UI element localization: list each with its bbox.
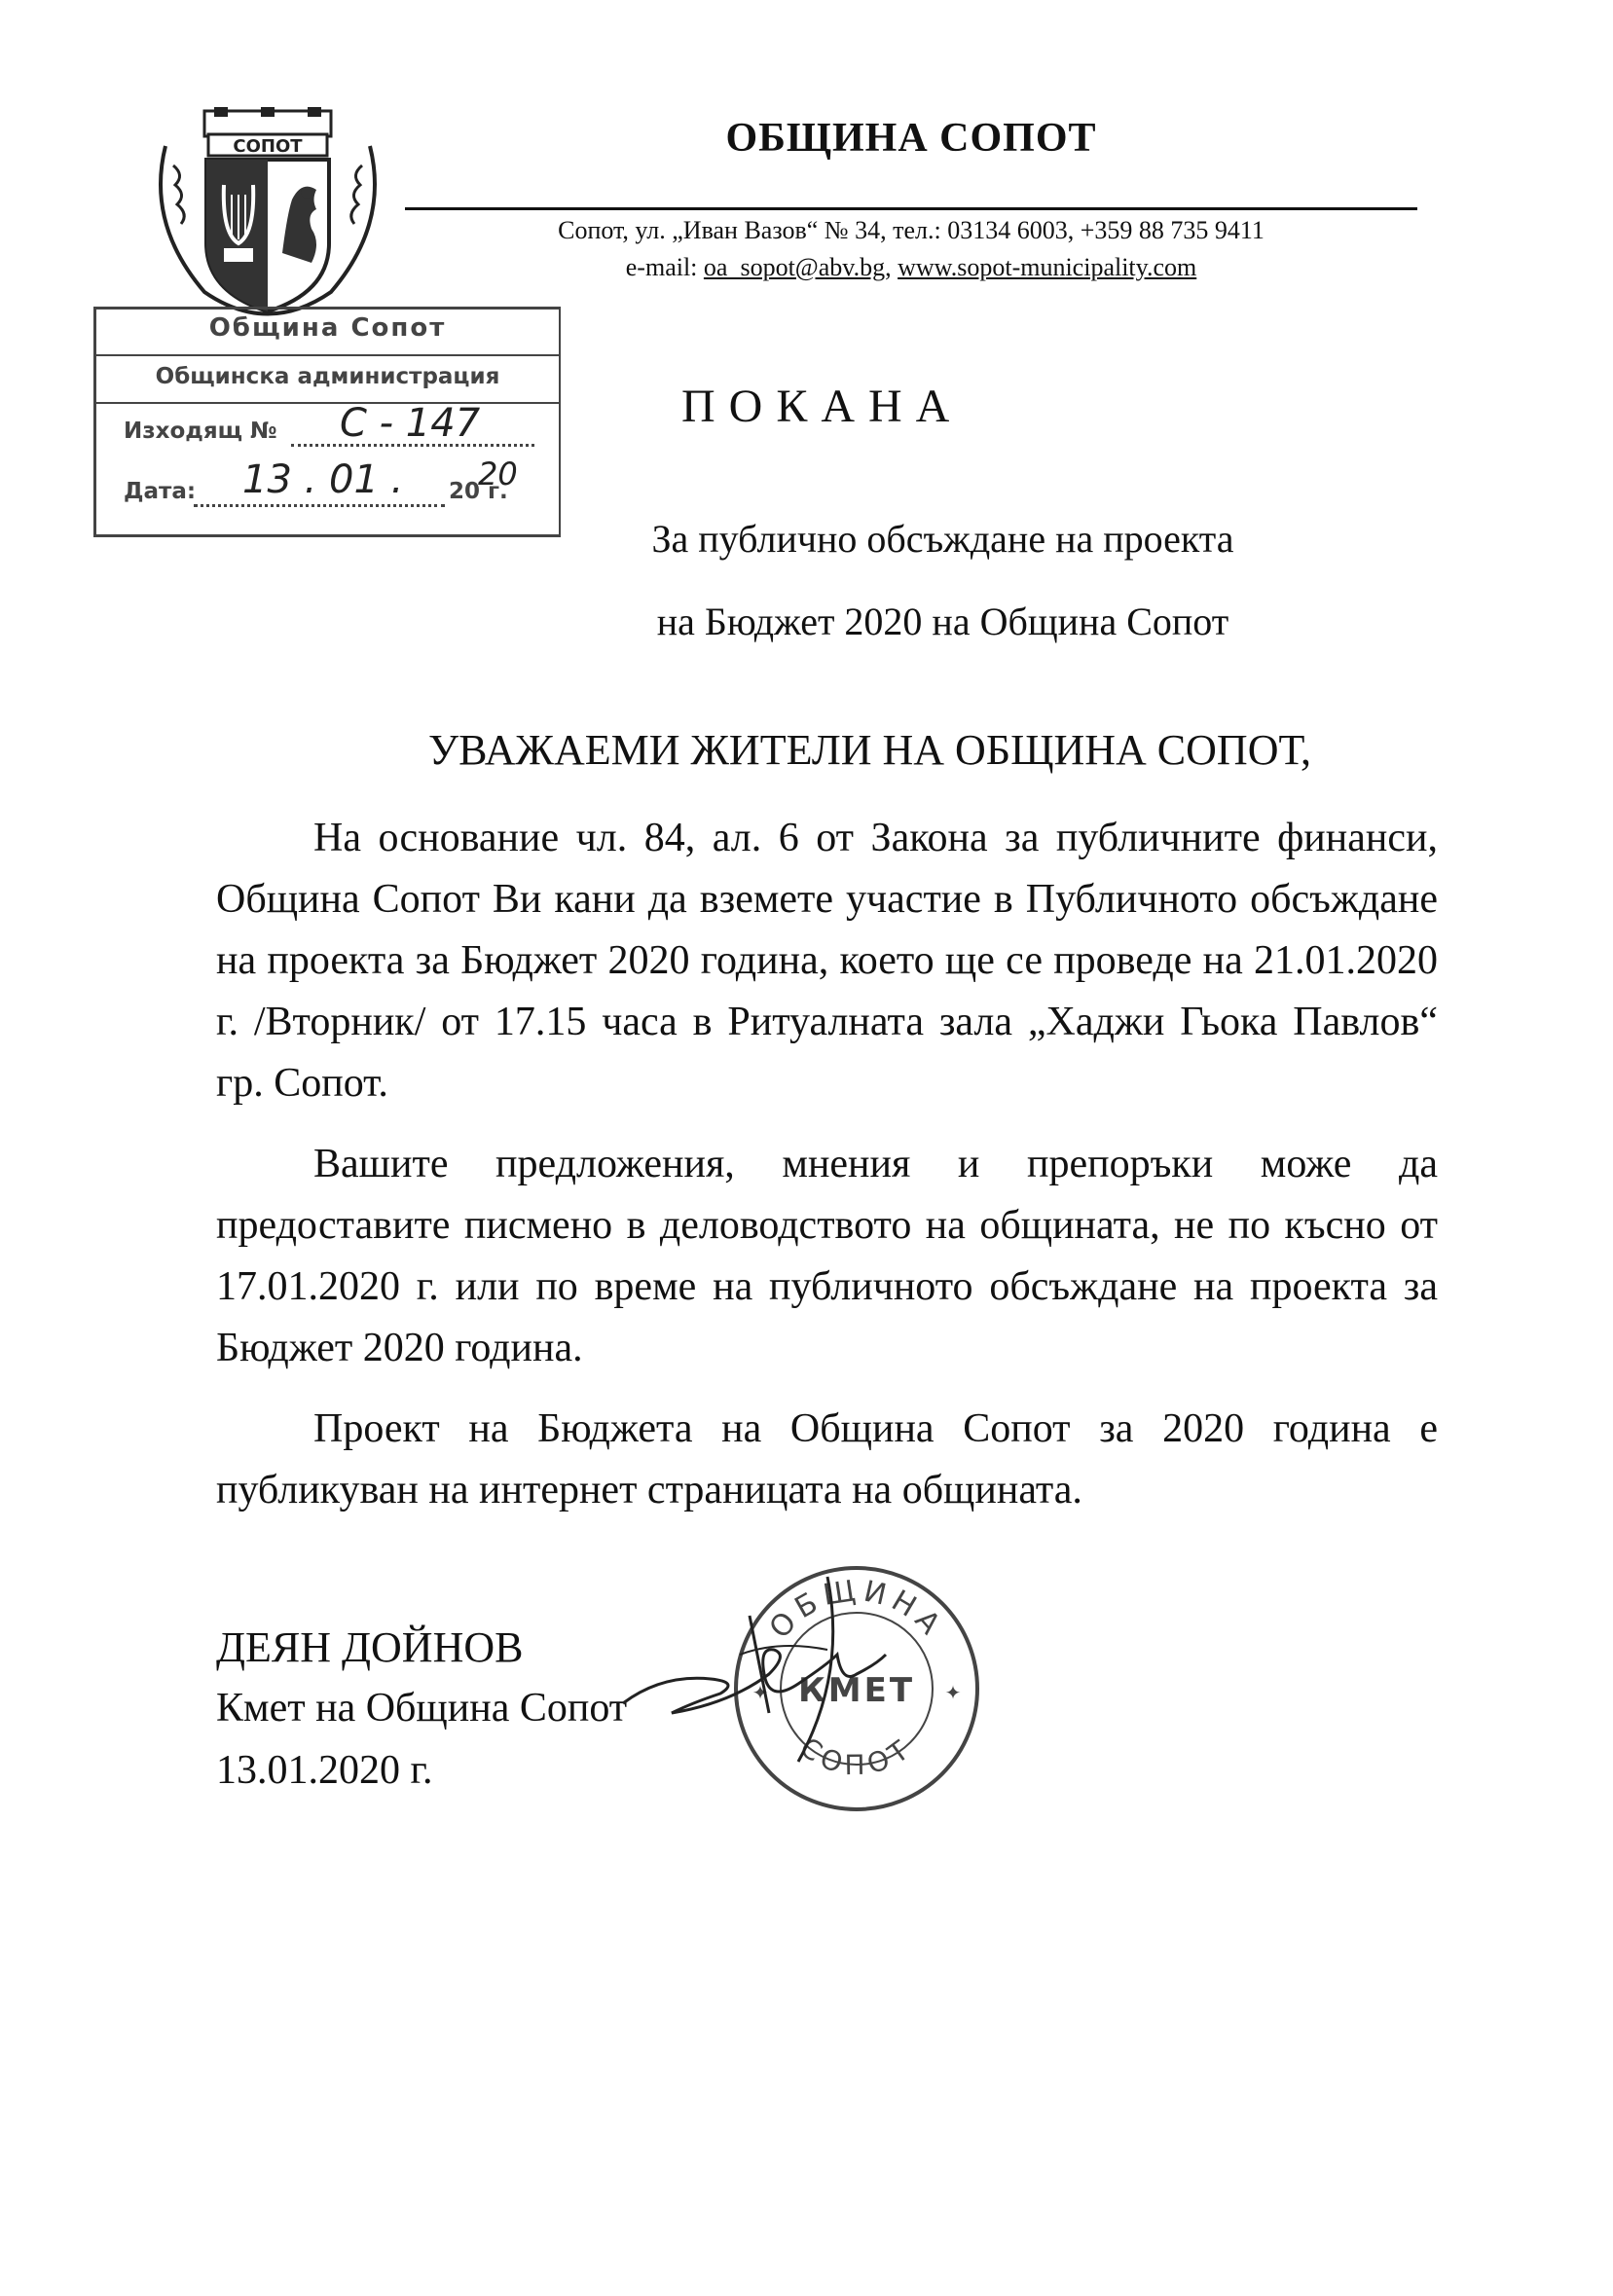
svg-text:✦: ✦ [944,1683,962,1704]
website-link[interactable]: www.sopot-municipality.com [898,253,1197,281]
header-divider [405,207,1417,210]
handwritten-signature [604,1557,954,1781]
body-paragraph: Вашите предложения, мнения и препоръки може да предоставите писмено в деловодството на общината, не по късно от 17.01.2020 г. или по време на публичното обсъждане на проекта за Бюджет 2020 година. [216,1142,1438,1370]
contact-email-web [405,253,1417,282]
svg-text:✦: ✦ [752,1683,769,1704]
handwritten-year: 20 [478,456,518,492]
seal-bottom-text: СОПОТ [793,1731,920,1782]
handwritten-outgoing-number: С - 147 [340,401,481,446]
signatory-role: Кмет на Община Сопот [216,1686,628,1731]
stamp-year-label: 20 г. [449,479,508,504]
handwritten-date: 13 . 01 . [242,457,404,502]
stamp-admin: Общинска администрация [155,364,500,389]
document-subtitle-line2: на Бюджет 2020 на Община Сопот [656,600,1229,643]
contact-separator: , [885,253,898,281]
salutation: УВАЖАЕМИ ЖИТЕЛИ НА ОБЩИНА СОПОТ, [428,726,1311,774]
registration-stamp [93,307,561,537]
seal-top-text: ОБЩИНА [762,1573,951,1646]
stamp-divider [96,402,559,404]
signature-date: 13.01.2020 г. [216,1748,433,1793]
document-subtitle-line1: За публично обсъждане на проекта [651,517,1234,561]
body-paragraph: Проект на Бюджета на Община Сопот за 2020 година е публикуван на интернет страницата на общината. [216,1406,1438,1512]
coat-of-arms [146,107,389,321]
seal-center-text: КМЕТ [797,1671,916,1710]
stamp-dotted-line [194,504,445,507]
body-paragraph: На основание чл. 84, ал. 6 от Закона за публичните финанси, Община Сопот Ви кани да вземете участие в Публичното обсъждане на проекта за Бюджет 2020 година, което ще се проведе на 21.01.2020 г. /Вторник/ от 17.15 часа в Ритуалната зала „Хаджи Гьока Павлов“ гр. Сопот. [216,816,1438,1106]
org-title: ОБЩИНА СОПОТ [725,116,1097,161]
signatory-name: ДЕЯН ДОЙНОВ [216,1623,524,1671]
stamp-outgoing-label: Изходящ № [124,419,277,444]
coat-town-label: СОПОТ [233,136,303,157]
document-title: ПОКАНА [681,381,964,432]
stamp-divider [96,354,559,356]
stamp-date-label: Дата: [124,479,197,504]
stamp-org: Община Сопот [208,313,447,343]
contact-address: Сопот, ул. „Иван Вазов“ № 34, тел.: 03134 6003, +359 88 735 9411 [558,216,1265,244]
email-label: e-mail: [625,253,704,281]
email-link[interactable]: oa_sopot@abv.bg [703,253,886,281]
